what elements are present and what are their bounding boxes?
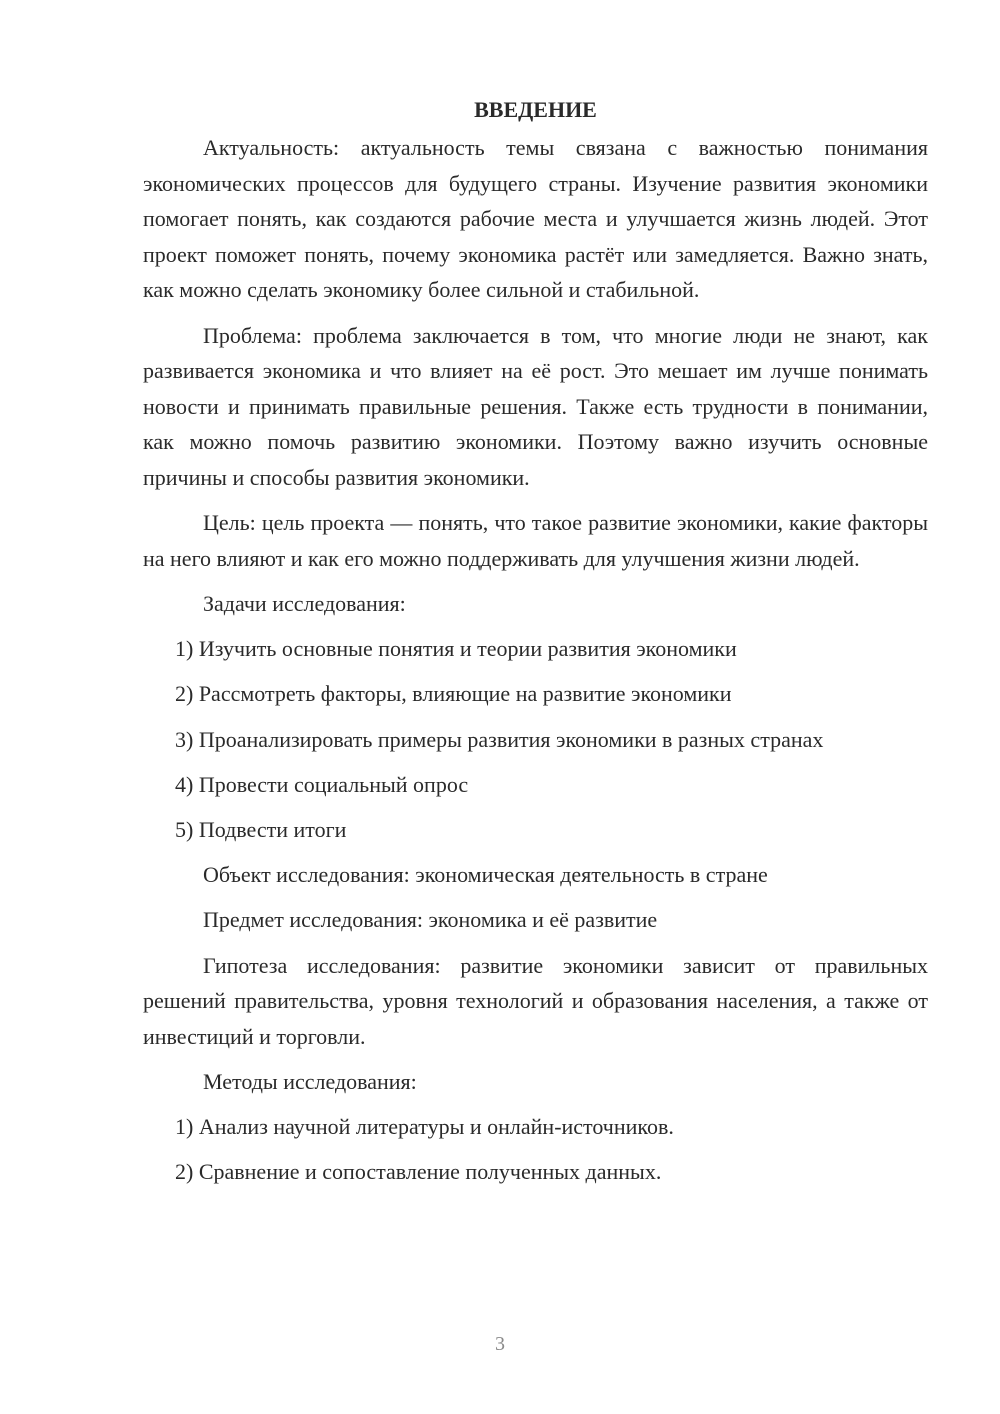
task-item-2: 2) Рассмотреть факторы, влияющие на развитие экономики <box>175 681 732 707</box>
research-subject: Предмет исследования: экономика и её развитие <box>203 907 658 933</box>
method-item-1: 1) Анализ научной литературы и онлайн-источников. <box>175 1114 674 1140</box>
task-item-1: 1) Изучить основные понятия и теории развития экономики <box>175 636 737 662</box>
page-number: 3 <box>495 1333 505 1355</box>
methods-label: Методы исследования: <box>203 1069 417 1094</box>
task-item-4: 4) Провести социальный опрос <box>175 771 469 797</box>
relevance-paragraph: Актуальность: актуальность темы связана с важностью понимания экономических процессов для будущего страны. Изучение развития экономики помогает понять, как создаются рабочие места и улучшается жизнь людей. Этот проект поможет понять, почему экономика растёт или замедляется. Важно знать, как можно сделать экономику более сильной и стабильной. <box>143 135 928 302</box>
hypothesis-paragraph: Гипотеза исследования: развитие экономики зависит от правильных решений правительства, уровня технологий и образования населения, а также от инвестиций и торговли. <box>143 952 928 1049</box>
tasks-label: Задачи исследования: <box>203 591 406 616</box>
goal-paragraph: Цель: цель проекта — понять, что такое развитие экономики, какие факторы на него влияют и как его можно поддерживать для улучшения жизни людей. <box>143 510 928 571</box>
document-page <box>143 92 928 1200</box>
research-object: Объект исследования: экономическая деятельность в стране <box>203 862 768 888</box>
section-heading: ВВЕДЕНИЕ <box>474 97 597 122</box>
task-item-3: 3) Проанализировать примеры развития экономики в разных странах <box>175 726 824 752</box>
method-item-2: 2) Сравнение и сопоставление полученных данных. <box>175 1159 662 1185</box>
problem-paragraph: Проблема: проблема заключается в том, что многие люди не знают, как развивается экономика и что влияет на её рост. Это мешает им лучше понимать новости и принимать правильные решения. Также есть трудности в понимании, как можно помочь развитию экономики. Поэтому важно изучить основные причины и способы развития экономики. <box>143 322 928 490</box>
task-item-5: 5) Подвести итоги <box>175 816 347 842</box>
